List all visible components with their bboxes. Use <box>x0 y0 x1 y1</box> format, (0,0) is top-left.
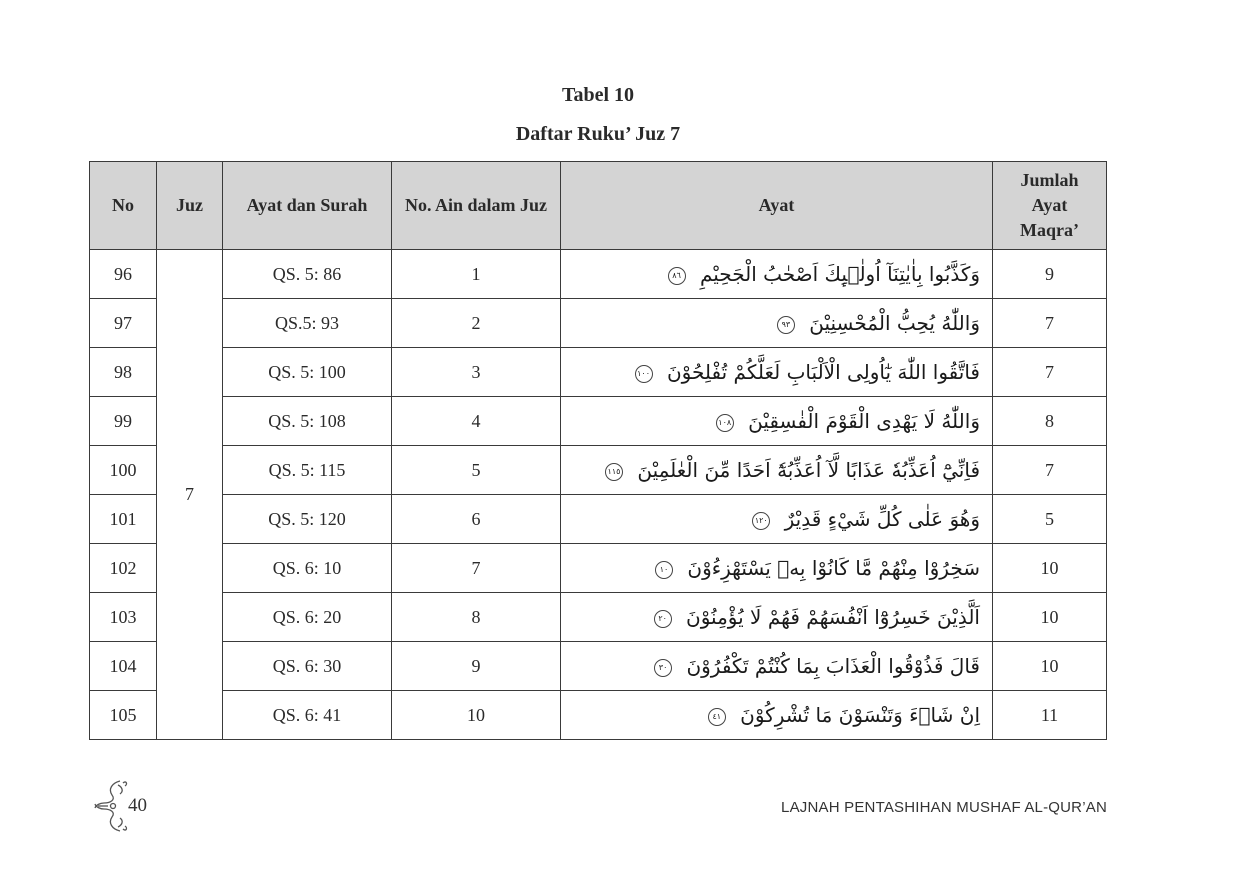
cell-no: 101 <box>90 495 157 544</box>
cell-no: 105 <box>90 691 157 740</box>
cell-ref: QS. 5: 100 <box>223 348 392 397</box>
ayat-text: وَاللّٰهُ لَا يَهْدِى الْقَوْمَ الْفٰسِقِيْنَ <box>748 409 980 433</box>
cell-ref: QS. 6: 30 <box>223 642 392 691</box>
ayah-number-mark: ٣٠ <box>654 659 672 677</box>
table-row <box>90 691 1107 740</box>
header-ayat: Ayat <box>561 162 993 250</box>
cell-no: 104 <box>90 642 157 691</box>
cell-ain: 4 <box>392 397 561 446</box>
table-row <box>90 495 1107 544</box>
header-jumlah-line2: Ayat <box>1031 195 1068 215</box>
cell-ain: 2 <box>392 299 561 348</box>
cell-ref: QS. 5: 108 <box>223 397 392 446</box>
ayah-number-mark: ١١٥ <box>605 463 623 481</box>
cell-no: 98 <box>90 348 157 397</box>
cell-ayat <box>561 250 993 299</box>
table-row <box>90 299 1107 348</box>
table-row <box>90 544 1107 593</box>
ayat-text: قَالَ فَذُوْقُوا الْعَذَابَ بِمَا كُنْتُمْ تَكْفُرُوْنَ <box>686 654 980 678</box>
cell-jumlah: 7 <box>993 446 1107 495</box>
ayah-number-mark: ٩٣ <box>777 316 795 334</box>
cell-ayat <box>561 446 993 495</box>
cell-jumlah: 10 <box>993 544 1107 593</box>
ayat-text: وَكَذَّبُوا بِاٰيٰتِنَآ اُولٰۤىِٕكَ اَصْحٰبُ الْجَحِيْمِ <box>699 262 980 286</box>
cell-jumlah: 5 <box>993 495 1107 544</box>
cell-ain: 10 <box>392 691 561 740</box>
header-no: No <box>90 162 157 250</box>
cell-ayat <box>561 397 993 446</box>
cell-ayat <box>561 544 993 593</box>
floral-ornament-icon <box>90 775 160 835</box>
cell-jumlah: 7 <box>993 348 1107 397</box>
page-number: 40 <box>128 795 147 816</box>
table-subtitle: Daftar Ruku’ Juz 7 <box>515 123 681 145</box>
ayah-number-mark: ١٠ <box>655 561 673 579</box>
ayat-text: فَاِنِّيْٓ اُعَذِّبُهٗ عَذَابًا لَّآ اُعَذِّبُهٗٓ اَحَدًا مِّنَ الْعٰلَمِيْنَ <box>637 458 980 482</box>
header-ayat-surah: Ayat dan Surah <box>223 162 392 250</box>
cell-ref: QS. 6: 10 <box>223 544 392 593</box>
table-row <box>90 642 1107 691</box>
cell-ref: QS. 6: 20 <box>223 593 392 642</box>
cell-ayat <box>561 642 993 691</box>
ayah-number-mark: ٢٠ <box>654 610 672 628</box>
cell-no: 96 <box>90 250 157 299</box>
ayah-number-mark: ١٢٠ <box>752 512 770 530</box>
cell-no: 100 <box>90 446 157 495</box>
cell-jumlah: 7 <box>993 299 1107 348</box>
cell-ayat <box>561 495 993 544</box>
cell-ayat <box>561 691 993 740</box>
cell-ain: 6 <box>392 495 561 544</box>
table-row <box>90 446 1107 495</box>
cell-ain: 7 <box>392 544 561 593</box>
publisher-name: LAJNAH PENTASHIHAN MUSHAF AL-QUR’AN <box>781 799 1107 816</box>
cell-ain: 5 <box>392 446 561 495</box>
ayat-text: اِنْ شَاۤءَ وَتَنْسَوْنَ مَا تُشْرِكُوْنَ <box>740 703 980 727</box>
table-row <box>90 348 1107 397</box>
ayat-text: وَهُوَ عَلٰى كُلِّ شَيْءٍ قَدِيْرٌ <box>784 507 980 531</box>
cell-ref: QS.5: 93 <box>223 299 392 348</box>
cell-jumlah: 8 <box>993 397 1107 446</box>
table-header-row <box>90 162 1107 250</box>
cell-ayat <box>561 348 993 397</box>
cell-jumlah: 11 <box>993 691 1107 740</box>
cell-no: 97 <box>90 299 157 348</box>
cell-no: 99 <box>90 397 157 446</box>
ayah-number-mark: ٤١ <box>708 708 726 726</box>
cell-ref: QS. 5: 115 <box>223 446 392 495</box>
cell-ref: QS. 5: 120 <box>223 495 392 544</box>
ayah-number-mark: ٨٦ <box>668 267 686 285</box>
ayat-text: اَلَّذِيْنَ خَسِرُوْٓا اَنْفُسَهُمْ فَهُمْ لَا يُؤْمِنُوْنَ <box>686 605 980 629</box>
cell-ref: QS. 5: 86 <box>223 250 392 299</box>
header-jumlah-line1: Jumlah <box>1020 170 1079 190</box>
ayat-text: وَاللّٰهُ يُحِبُّ الْمُحْسِنِيْنَ <box>809 311 980 335</box>
table-row <box>90 397 1107 446</box>
cell-jumlah: 10 <box>993 593 1107 642</box>
table-row <box>90 593 1107 642</box>
cell-ain: 8 <box>392 593 561 642</box>
cell-juz: 7 <box>157 250 223 740</box>
ayah-number-mark: ١٠٠ <box>635 365 653 383</box>
ayat-text: سَخِرُوْا مِنْهُمْ مَّا كَانُوْا بِهٖ يَسْتَهْزِءُوْنَ <box>687 556 980 580</box>
header-no-ain: No. Ain dalam Juz <box>392 162 561 250</box>
cell-ayat <box>561 593 993 642</box>
cell-ayat <box>561 299 993 348</box>
header-jumlah-line3: Maqra’ <box>1020 220 1079 240</box>
cell-ref: QS. 6: 41 <box>223 691 392 740</box>
ayah-number-mark: ١٠٨ <box>716 414 734 432</box>
ruku-table <box>89 161 1107 740</box>
cell-ain: 1 <box>392 250 561 299</box>
cell-jumlah: 10 <box>993 642 1107 691</box>
cell-ain: 9 <box>392 642 561 691</box>
cell-no: 102 <box>90 544 157 593</box>
cell-no: 103 <box>90 593 157 642</box>
table-row <box>90 250 1107 299</box>
header-juz: Juz <box>157 162 223 250</box>
table-title: Tabel 10 <box>561 84 635 106</box>
cell-jumlah: 9 <box>993 250 1107 299</box>
cell-ain: 3 <box>392 348 561 397</box>
ayat-text: فَاتَّقُوا اللّٰهَ يٰٓاُولِى الْاَلْبَابِ لَعَلَّكُمْ تُفْلِحُوْنَ <box>666 360 980 384</box>
header-jumlah <box>993 162 1107 250</box>
